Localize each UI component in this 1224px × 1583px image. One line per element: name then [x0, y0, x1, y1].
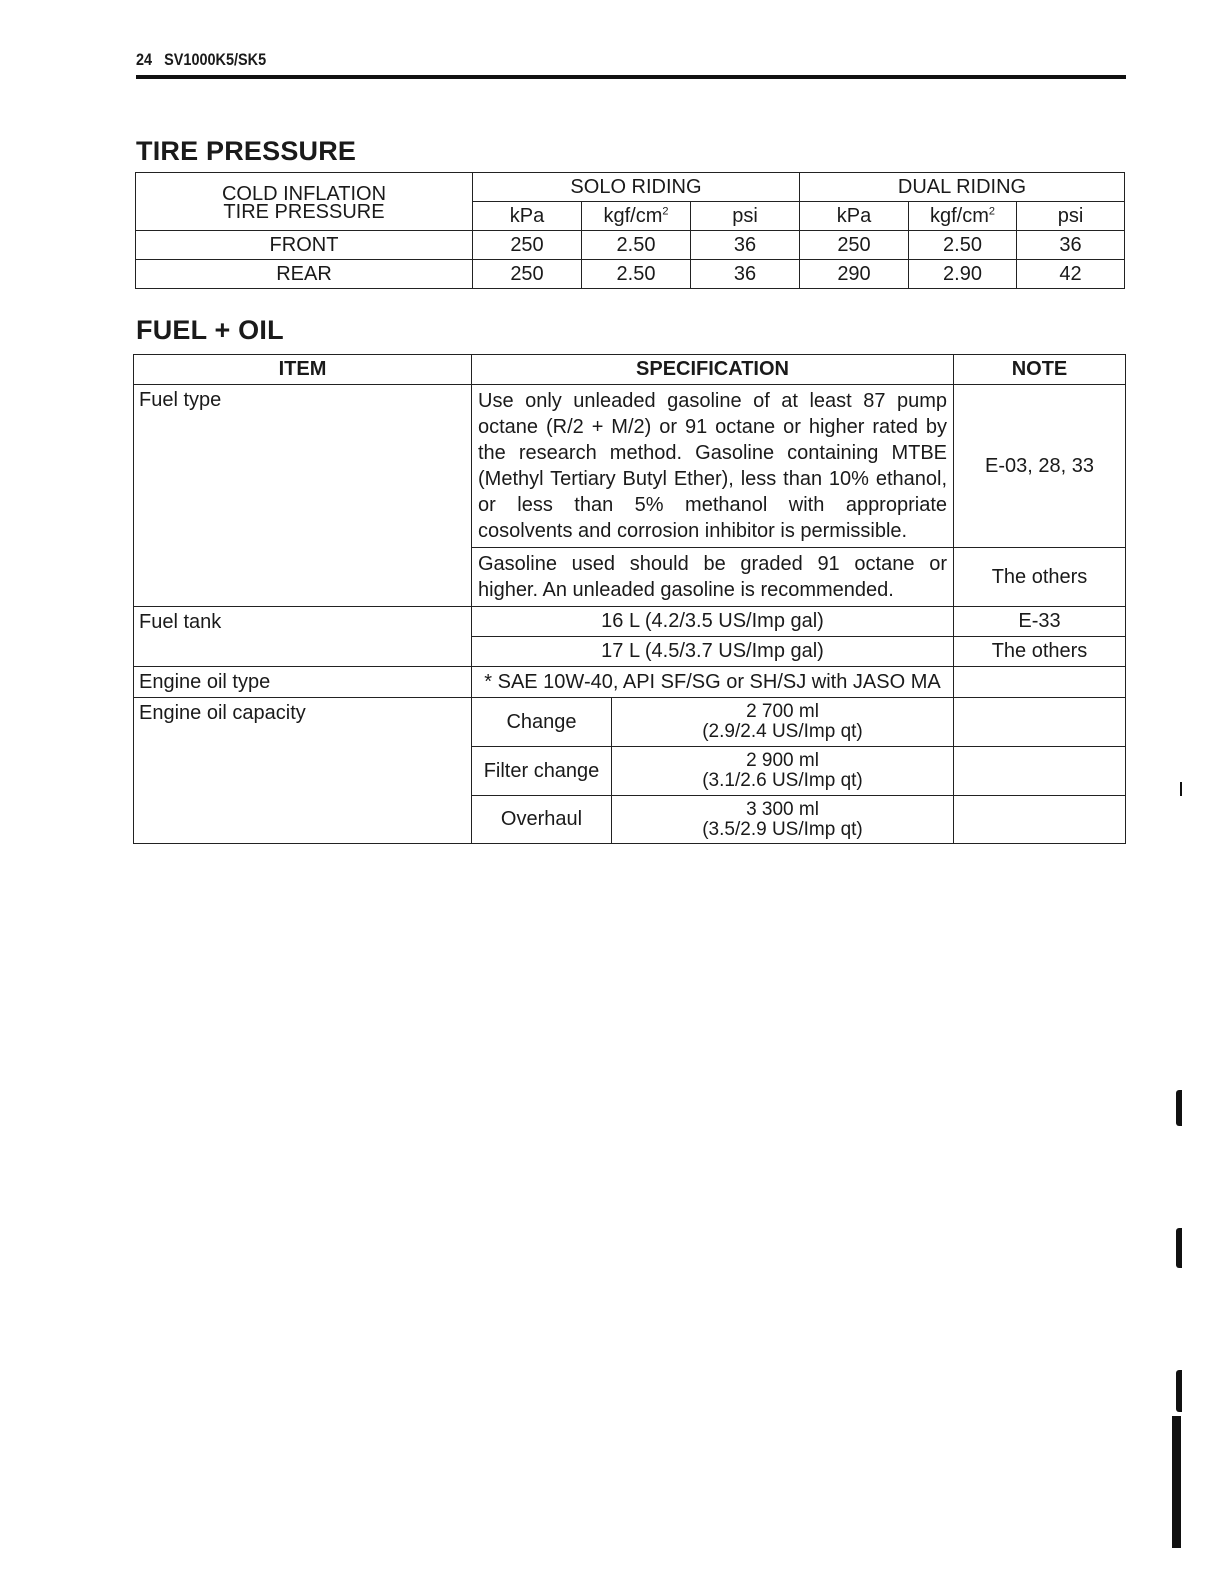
- value-cell: 2.50: [909, 231, 1017, 260]
- table-row: [134, 698, 1126, 747]
- table-row: [136, 260, 1125, 289]
- tire-pressure-table: [135, 172, 1125, 289]
- fuel-type-spec-2: Gasoline used should be graded 91 octane or higher. An unleaded gasoline is recommended.: [472, 548, 954, 607]
- value-cell: 250: [473, 231, 582, 260]
- fuel-type-item: Fuel type: [134, 385, 472, 607]
- oil-change-amount: 2 700 ml (2.9/2.4 US/Imp qt): [612, 698, 954, 747]
- unit-cell: psi: [691, 202, 800, 231]
- page-header: [136, 50, 266, 70]
- unit-cell: psi: [1017, 202, 1125, 231]
- header-rule: [136, 75, 1126, 79]
- filter-change-note: [954, 747, 1126, 796]
- scan-edge-mark: [1180, 782, 1182, 796]
- engine-oil-capacity-item: Engine oil capacity: [134, 698, 472, 844]
- engine-oil-type-item: Engine oil type: [134, 667, 472, 698]
- fuel-type-spec-1: Use only unleaded gasoline of at least 87 pump octane (R/2 + M/2) or 91 octane or higher rated by the research method. Gasoline containing MTBE (Methyl Tertiary Butyl Ether), less than 10% ethanol, or less than 5% methanol with appropriate cosolvents and corrosion inhibitor is permissible.: [472, 385, 954, 548]
- col-spec-header: SPECIFICATION: [472, 355, 954, 385]
- scan-edge-mark: [1176, 1228, 1182, 1268]
- value-cell: 250: [800, 231, 909, 260]
- engine-oil-type-note: [954, 667, 1126, 698]
- value-cell: 2.90: [909, 260, 1017, 289]
- unit-cell: kPa: [800, 202, 909, 231]
- value-cell: 2.50: [582, 231, 691, 260]
- scan-edge-mark: [1176, 1090, 1182, 1126]
- col-item-header: ITEM: [134, 355, 472, 385]
- scan-edge-mark: [1172, 1416, 1181, 1548]
- table-row: [134, 385, 1126, 548]
- overhaul-note: [954, 796, 1126, 844]
- unit-cell: kgf/$cm^2$: [909, 202, 1017, 231]
- fuel-tank-item: Fuel tank: [134, 607, 472, 667]
- solo-riding-header: SOLO RIDING: [473, 173, 800, 202]
- oil-change-note: [954, 698, 1126, 747]
- fuel-tank-spec-1: 16 L (4.2/3.5 US/Imp gal): [472, 607, 954, 637]
- page-number: 24: [136, 50, 153, 69]
- overhaul-amount: 3 300 ml (3.5/2.9 US/Imp qt): [612, 796, 954, 844]
- fuel-type-note-2: The others: [954, 548, 1126, 607]
- tire-pressure-title: TIRE PRESSURE: [136, 136, 357, 166]
- label-line-2: TIRE PRESSURE: [223, 201, 385, 223]
- fuel-oil-table: [133, 354, 1126, 844]
- cold-inflation-label: [136, 173, 473, 231]
- col-note-header: NOTE: [954, 355, 1126, 385]
- model-code: SV1000K5/SK5: [164, 50, 267, 69]
- fuel-oil-title: FUEL + OIL: [136, 315, 284, 345]
- table-row: [134, 667, 1126, 698]
- filter-change-amount: 2 900 ml (3.1/2.6 US/Imp qt): [612, 747, 954, 796]
- value-cell: 42: [1017, 260, 1125, 289]
- fuel-type-note-1: E-03, 28, 33: [954, 385, 1126, 548]
- fuel-tank-spec-2: 17 L (4.5/3.7 US/Imp gal): [472, 637, 954, 667]
- value-cell: 290: [800, 260, 909, 289]
- filter-change-label: Filter change: [472, 747, 612, 796]
- value-cell: 36: [691, 260, 800, 289]
- value-cell: 250: [473, 260, 582, 289]
- row-label: FRONT: [136, 231, 473, 260]
- fuel-tank-note-2: The others: [954, 637, 1126, 667]
- unit-cell: kgf/$cm^2$: [582, 202, 691, 231]
- scan-edge-mark: [1176, 1370, 1182, 1412]
- table-row: [134, 607, 1126, 637]
- overhaul-label: Overhaul: [472, 796, 612, 844]
- label-line-1: COLD INFLATION: [221, 183, 387, 205]
- value-cell: 36: [691, 231, 800, 260]
- oil-change-label: Change: [472, 698, 612, 747]
- table-row: [136, 231, 1125, 260]
- row-label: REAR: [136, 260, 473, 289]
- dual-riding-header: DUAL RIDING: [800, 173, 1125, 202]
- value-cell: 36: [1017, 231, 1125, 260]
- engine-oil-type-spec: * SAE 10W-40, API SF/SG or SH/SJ with JASO MA: [472, 667, 954, 698]
- value-cell: 2.50: [582, 260, 691, 289]
- fuel-tank-note-1: E-33: [954, 607, 1126, 637]
- unit-cell: kPa: [473, 202, 582, 231]
